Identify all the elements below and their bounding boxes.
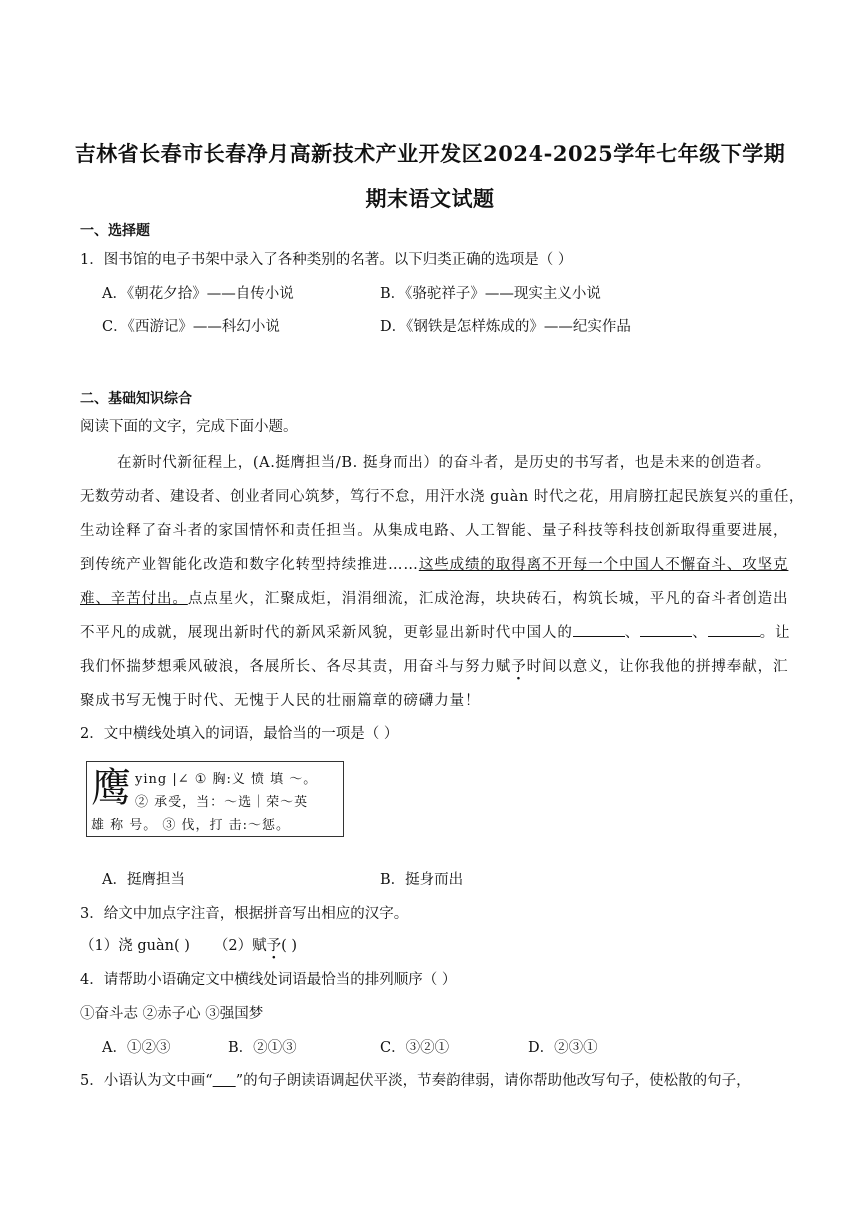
underlined-sentence-part1: 这些成绩的取得离不开每一个中国人不懈奋斗、攻坚克 — [418, 557, 789, 573]
dotted-char: 予 — [511, 659, 527, 675]
q3-sub-2: （2）赋 — [213, 938, 267, 954]
question-2-stem: 2．文中横线处填入的词语，最恰当的一项是（ ） — [80, 726, 399, 742]
q1-option-a: A．《朝花夕拾》——自传小说 — [102, 286, 294, 302]
q3-sub-1: （1）浇 guàn( ) — [80, 938, 190, 954]
passage-line-4 — [80, 553, 788, 574]
passage-line-5 — [80, 587, 788, 608]
q5-stem-a: 5．小语认为文中画“ — [80, 1073, 213, 1089]
q1-option-c: C．《西游记》——科幻小说 — [102, 319, 280, 335]
q4-option-c: C．③②① — [380, 1040, 450, 1056]
dictionary-row-2: ② 承受，当：～选｜荣～英 — [135, 795, 309, 810]
q3-sub-2-blank: ( ) — [281, 938, 298, 954]
q1-option-b: B．《骆驼祥子》——现实主义小说 — [380, 286, 601, 302]
passage-line-6 — [80, 621, 790, 642]
section-heading-basic: 二、基础知识综合 — [80, 391, 192, 407]
q5-stem-underline — [213, 1073, 236, 1089]
dictionary-row-3: 雄 称 号。 ③ 伐，打 击:～惩。 — [91, 818, 291, 833]
fill-blank-1 — [573, 624, 625, 637]
fill-blank-3 — [708, 624, 760, 637]
passage-line-7-text: 我们怀揣梦想乘风破浪，各展所长、各尽其责，用奋斗与努力赋 — [80, 659, 512, 675]
dictionary-entry-image — [86, 761, 344, 837]
separator: 、 — [624, 625, 641, 641]
passage-line-6-end: 。让 — [759, 625, 791, 641]
section-heading-choice: 一、选择题 — [80, 223, 150, 239]
question-3-stem: 3．给文中加点字注音，根据拼音写出相应的汉字。 — [80, 906, 409, 922]
passage-line-5-text: 点点星火，汇聚成炬，涓涓细流，汇成沧海，块块砖石，构筑长城，平凡的奋斗者创造出 — [187, 591, 789, 607]
question-4-stem: 4．请帮助小语确定文中横线处词语最恰当的排列顺序（ ） — [80, 972, 457, 988]
exam-title-line2: 期末语文试题 — [365, 186, 495, 211]
exam-title-line1: 吉林省长春市长春净月高新技术产业开发区2024-2025学年七年级下学期 — [74, 141, 786, 166]
passage-line-8: 聚成书写无愧于时代、无愧于人民的壮丽篇章的磅礴力量！ — [80, 693, 481, 709]
dictionary-character: 鹰 — [91, 765, 131, 811]
q2-option-a: A．挺膺担当 — [102, 872, 185, 888]
passage-line-4-text: 到传统产业智能化改造和数字化转型持续推进…… — [80, 557, 419, 573]
question-5-stem — [80, 1069, 751, 1090]
q3-dotted-char: 予 — [266, 938, 282, 954]
question-1-stem: 1．图书馆的电子书架中录入了各种类别的名著。以下归类正确的选项是（ ） — [80, 252, 573, 268]
separator: 、 — [692, 625, 708, 641]
passage-line-7-text-b: 时间以意义，让你我他的拼搏奉献，汇 — [526, 659, 789, 675]
passage-line-2: 无数劳动者、建设者、创业者同心筑梦，笃行不怠，用汗水浇 guàn 时代之花，用肩膀扛起民族复兴的重任， — [80, 489, 804, 505]
q4-option-b: B．②①③ — [228, 1040, 297, 1056]
reading-intro: 阅读下面的文字，完成下面小题。 — [80, 419, 298, 435]
q4-items: ①奋斗志 ②赤子心 ③强国梦 — [80, 1006, 264, 1022]
passage-line-6-text: 不平凡的成就，展现出新时代的新风采新风貌，更彰显出新时代中国人的 — [80, 625, 573, 641]
q4-option-a: A．①②③ — [102, 1040, 171, 1056]
dictionary-row-1: ying |∠ ① 胸:义 愤 填 ～。 — [135, 772, 318, 787]
q1-option-d: D．《钢铁是怎样炼成的》——纪实作品 — [380, 319, 631, 335]
fill-blank-2 — [640, 624, 692, 637]
q2-option-b: B．挺身而出 — [380, 872, 464, 888]
q5-stem-b: ”的句子朗读语调起伏平淡，节奏韵律弱，请你帮助他改写句子，使松散的句子， — [235, 1073, 751, 1089]
q3-subquestions — [80, 934, 297, 955]
passage-line-1: 在新时代新征程上，(A.挺膺担当/B. 挺身而出）的奋斗者，是历史的书写者，也是未来的创造者。 — [117, 455, 771, 471]
passage-line-7 — [80, 655, 788, 676]
q4-option-d: D．②③① — [528, 1040, 598, 1056]
underlined-sentence-part2: 难、辛苦付出。 — [80, 591, 188, 607]
passage-line-3: 生动诠释了奋斗者的家国情怀和责任担当。从集成电路、人工智能、量子科技等科技创新取得重要进展， — [80, 523, 789, 539]
